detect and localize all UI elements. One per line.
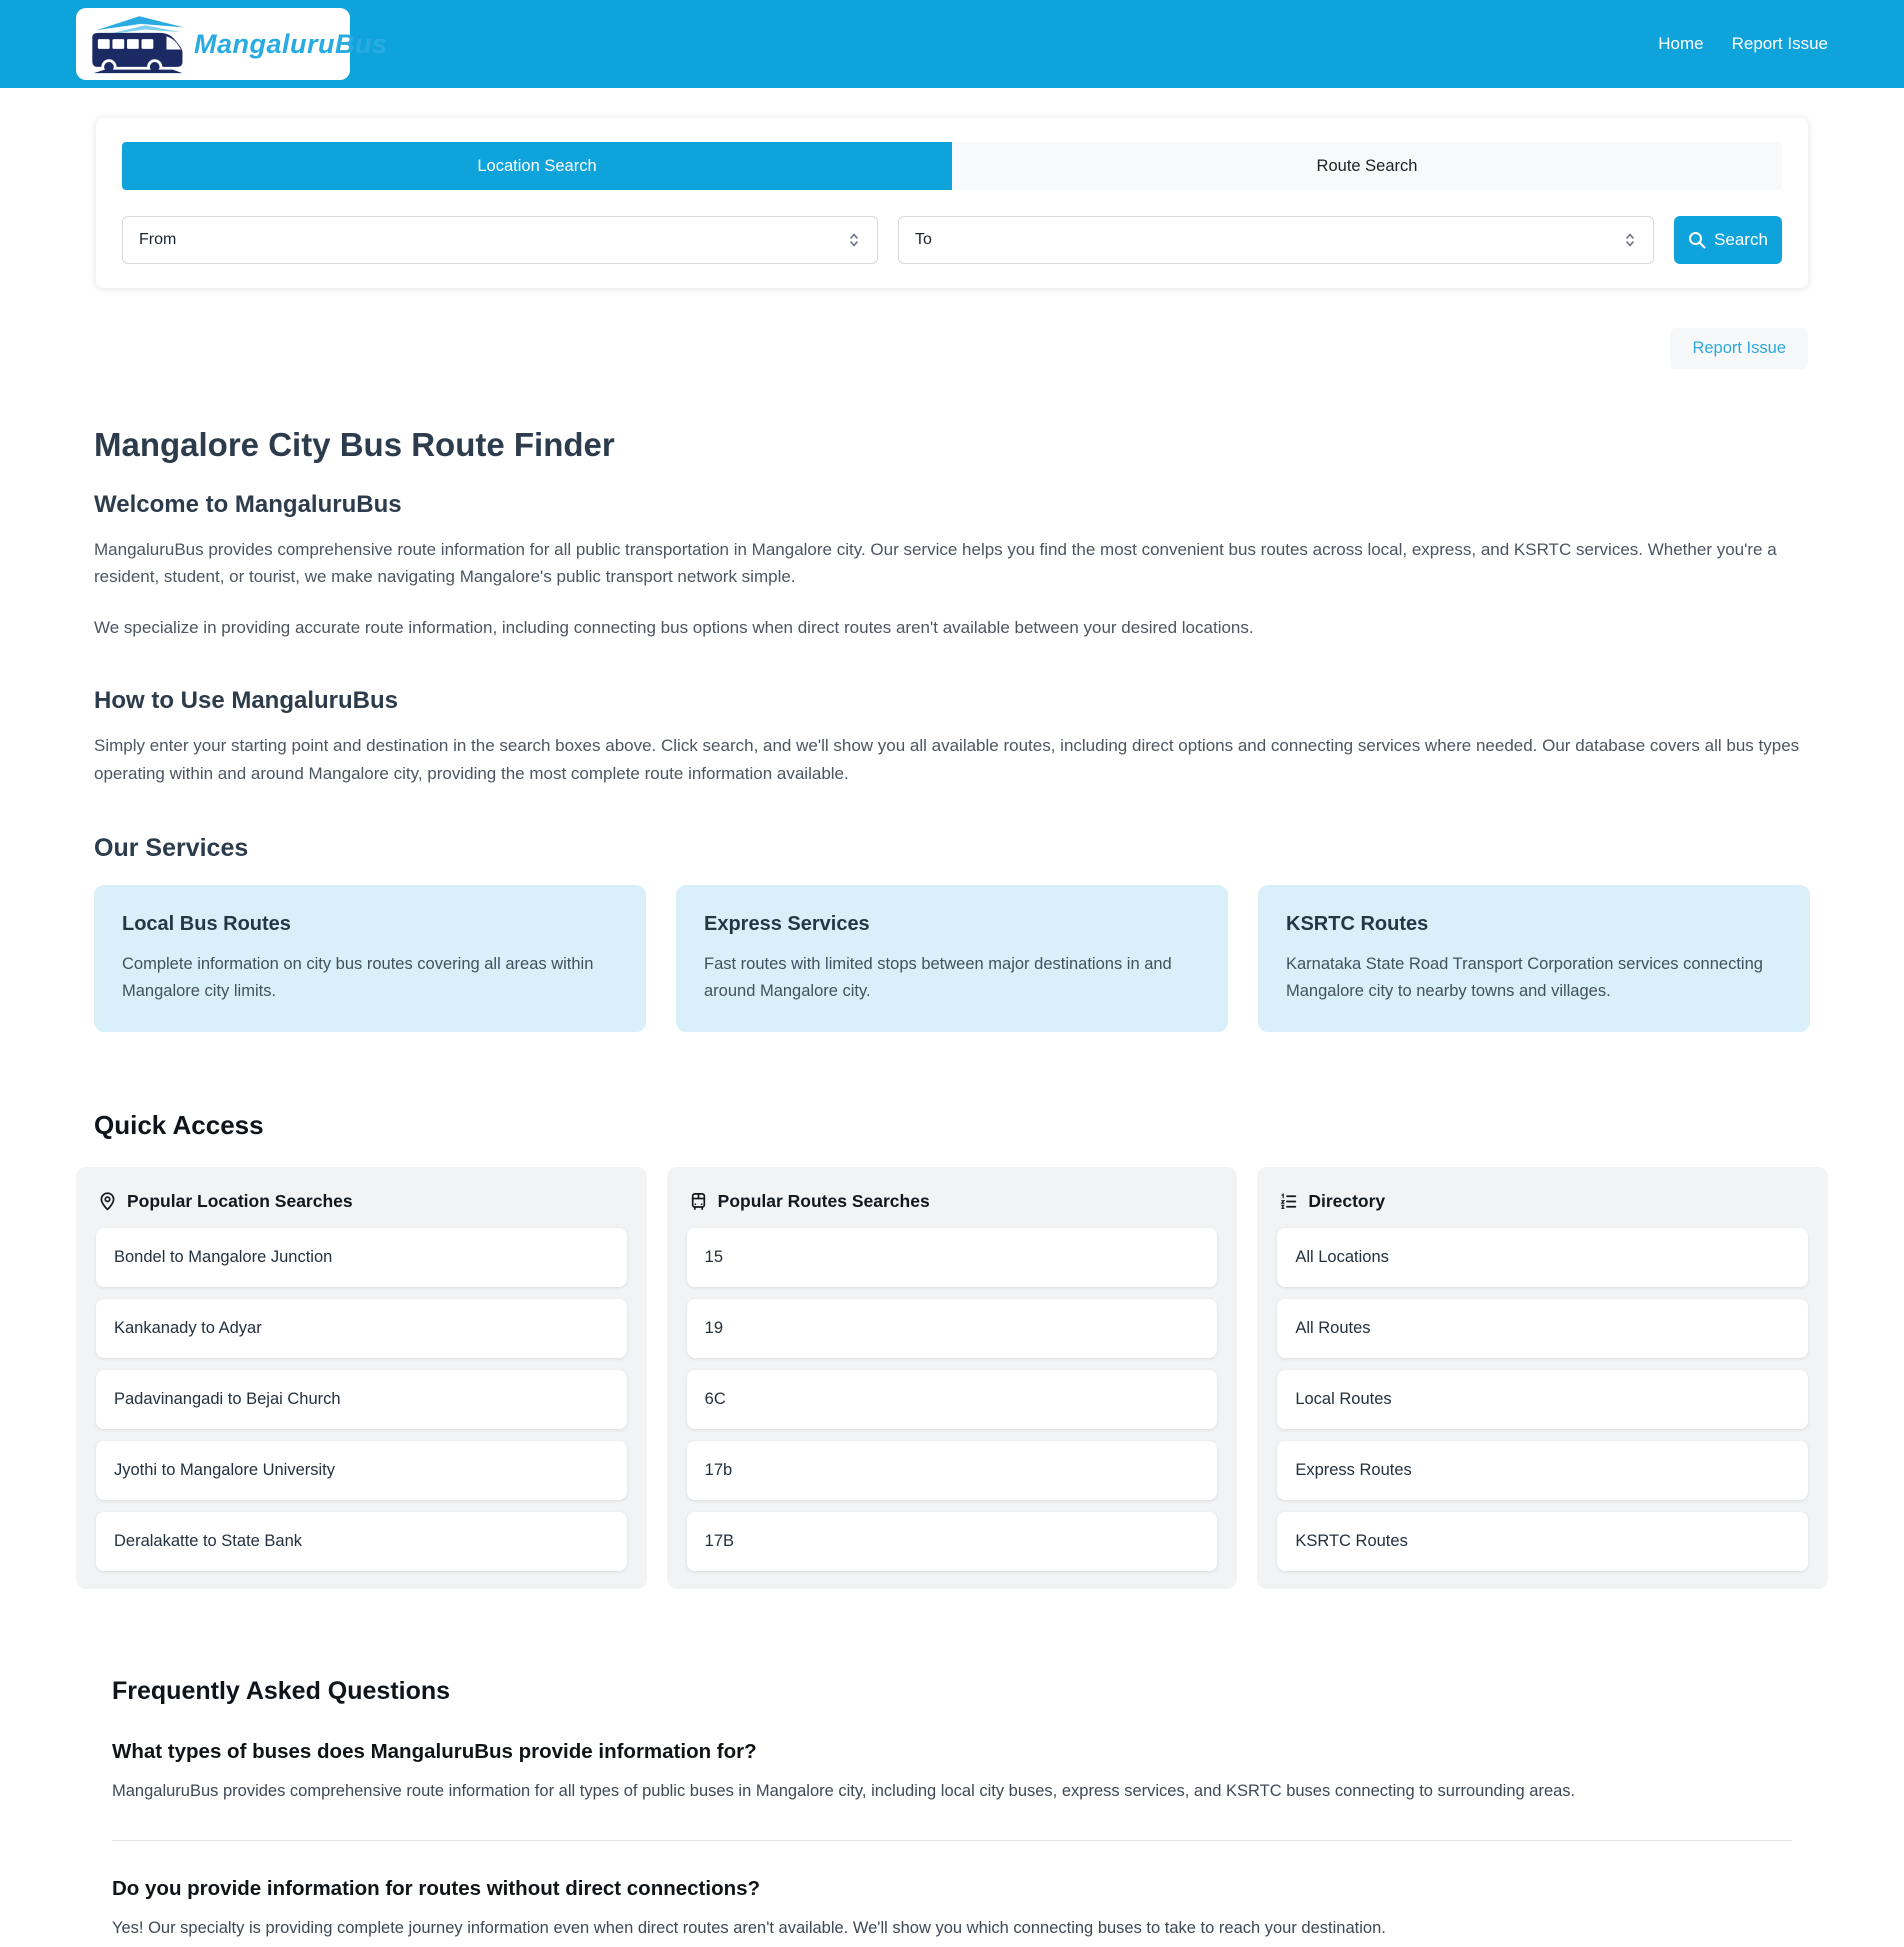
list-item[interactable]: 6C bbox=[687, 1370, 1218, 1429]
list-item[interactable]: Express Routes bbox=[1277, 1441, 1808, 1500]
list-item[interactable]: 17B bbox=[687, 1512, 1218, 1571]
nav-home[interactable]: Home bbox=[1658, 34, 1704, 53]
chevron-updown-icon bbox=[1623, 232, 1637, 248]
services-heading: Our Services bbox=[94, 834, 249, 863]
list-item[interactable]: Jyothi to Mangalore University bbox=[96, 1441, 627, 1500]
panel-title: Directory bbox=[1308, 1191, 1386, 1212]
list-item[interactable]: All Locations bbox=[1277, 1228, 1808, 1287]
bus-logo-icon bbox=[84, 13, 188, 75]
faq-item bbox=[112, 1840, 1792, 1941]
app-header bbox=[0, 0, 1904, 88]
list-item[interactable]: Padavinangadi to Bejai Church bbox=[96, 1370, 627, 1429]
faq-answer: MangaluruBus provides comprehensive route information for all types of public buses in Mangalore city, including local city buses, express services, and KSRTC buses connecting to surrounding areas. bbox=[112, 1782, 1576, 1801]
faq-item bbox=[112, 1740, 1792, 1804]
to-select-value: To bbox=[915, 231, 932, 248]
tab-route-search[interactable]: Route Search bbox=[952, 142, 1782, 190]
bus-front-icon bbox=[689, 1192, 708, 1211]
faq-heading: Frequently Asked Questions bbox=[112, 1677, 451, 1706]
services-grid bbox=[94, 885, 1810, 1032]
page-title: Mangalore City Bus Route Finder bbox=[94, 426, 615, 463]
welcome-paragraph-2: We specialize in providing accurate route information, including connecting bus options when direct routes aren't available between your desired locations. bbox=[94, 617, 1254, 637]
from-select-value: From bbox=[139, 231, 177, 248]
service-card-express bbox=[676, 885, 1228, 1032]
list-item[interactable]: Deralakatte to State Bank bbox=[96, 1512, 627, 1571]
faq-question: What types of buses does MangaluruBus provide information for? bbox=[112, 1740, 757, 1764]
nav-report-issue[interactable]: Report Issue bbox=[1731, 34, 1828, 53]
logo-text: MangaluruBus bbox=[194, 28, 388, 59]
popular-routes-list bbox=[687, 1228, 1218, 1571]
list-item[interactable]: 15 bbox=[687, 1228, 1218, 1287]
search-tabs bbox=[122, 142, 1782, 190]
search-card bbox=[96, 118, 1808, 288]
welcome-heading: Welcome to MangaluruBus bbox=[94, 490, 402, 518]
panel-title: Popular Location Searches bbox=[127, 1191, 353, 1212]
list-item[interactable]: KSRTC Routes bbox=[1277, 1512, 1808, 1571]
logo[interactable] bbox=[76, 8, 388, 80]
faq-answer: Yes! Our specialty is providing complete journey information even when direct routes aren't available. We'll show you which connecting buses to take to reach your destination. bbox=[112, 1919, 1386, 1938]
popular-locations-list bbox=[96, 1228, 627, 1571]
quick-access-grid bbox=[76, 1167, 1828, 1589]
report-issue-row bbox=[76, 328, 1828, 369]
search-row bbox=[122, 216, 1782, 264]
list-item[interactable]: 19 bbox=[687, 1299, 1218, 1358]
how-to-paragraph: Simply enter your starting point and destination in the search boxes above. Click search, and we'll show you all available routes, including direct options and connecting services where needed. Our database covers all bus types operating within and around Mangalore city, providing the most complete route information available. bbox=[94, 736, 1800, 783]
welcome-paragraph-1: MangaluruBus provides comprehensive route information for all public transportation in Mangalore city. Our service helps you find the most convenient bus routes across local, express, and KSRTC services. Whether you're a resident, student, or tourist, we make navigating Mangalore's public transport network simple. bbox=[94, 539, 1777, 587]
service-card-desc: Karnataka State Road Transport Corporation services connecting Mangalore city to nearby towns and villages. bbox=[1286, 955, 1763, 1000]
list-item[interactable]: Bondel to Mangalore Junction bbox=[96, 1228, 627, 1287]
popular-locations-header bbox=[96, 1185, 627, 1212]
service-card-local bbox=[94, 885, 646, 1032]
service-card-title: KSRTC Routes bbox=[1286, 913, 1429, 936]
tab-location-search[interactable]: Location Search bbox=[122, 142, 952, 190]
quick-access-heading: Quick Access bbox=[94, 1110, 264, 1141]
list-item[interactable]: 17b bbox=[687, 1441, 1218, 1500]
prose-area bbox=[76, 425, 1828, 1141]
chevron-updown-icon bbox=[847, 232, 861, 248]
directory-panel bbox=[1257, 1167, 1828, 1589]
list-item[interactable]: Local Routes bbox=[1277, 1370, 1808, 1429]
list-item[interactable]: All Routes bbox=[1277, 1299, 1808, 1358]
list-item[interactable]: Kankanady to Adyar bbox=[96, 1299, 627, 1358]
popular-routes-header bbox=[687, 1185, 1218, 1212]
search-button-label: Search bbox=[1714, 230, 1768, 249]
service-card-desc: Fast routes with limited stops between major destinations in and around Mangalore city. bbox=[704, 955, 1172, 1000]
from-select[interactable] bbox=[122, 216, 878, 264]
how-to-heading: How to Use MangaluruBus bbox=[94, 687, 399, 715]
location-pin-icon bbox=[98, 1192, 117, 1211]
to-select[interactable] bbox=[898, 216, 1654, 264]
service-card-title: Express Services bbox=[704, 913, 870, 936]
search-button[interactable] bbox=[1674, 216, 1782, 264]
service-card-ksrtc bbox=[1258, 885, 1810, 1032]
popular-routes-panel bbox=[667, 1167, 1238, 1589]
service-card-title: Local Bus Routes bbox=[122, 913, 291, 936]
service-card-desc: Complete information on city bus routes covering all areas within Mangalore city limits. bbox=[122, 955, 594, 1000]
main-nav bbox=[1658, 34, 1828, 54]
search-icon bbox=[1688, 231, 1706, 249]
directory-header bbox=[1277, 1185, 1808, 1212]
report-issue-button[interactable]: Report Issue bbox=[1670, 328, 1808, 369]
panel-title: Popular Routes Searches bbox=[717, 1191, 930, 1212]
faq-question: Do you provide information for routes without direct connections? bbox=[112, 1877, 761, 1901]
popular-locations-panel bbox=[76, 1167, 647, 1589]
main-content bbox=[0, 118, 1904, 1942]
directory-list bbox=[1277, 1228, 1808, 1571]
faq-section bbox=[76, 1677, 1828, 1942]
ordered-list-icon bbox=[1279, 1192, 1298, 1211]
